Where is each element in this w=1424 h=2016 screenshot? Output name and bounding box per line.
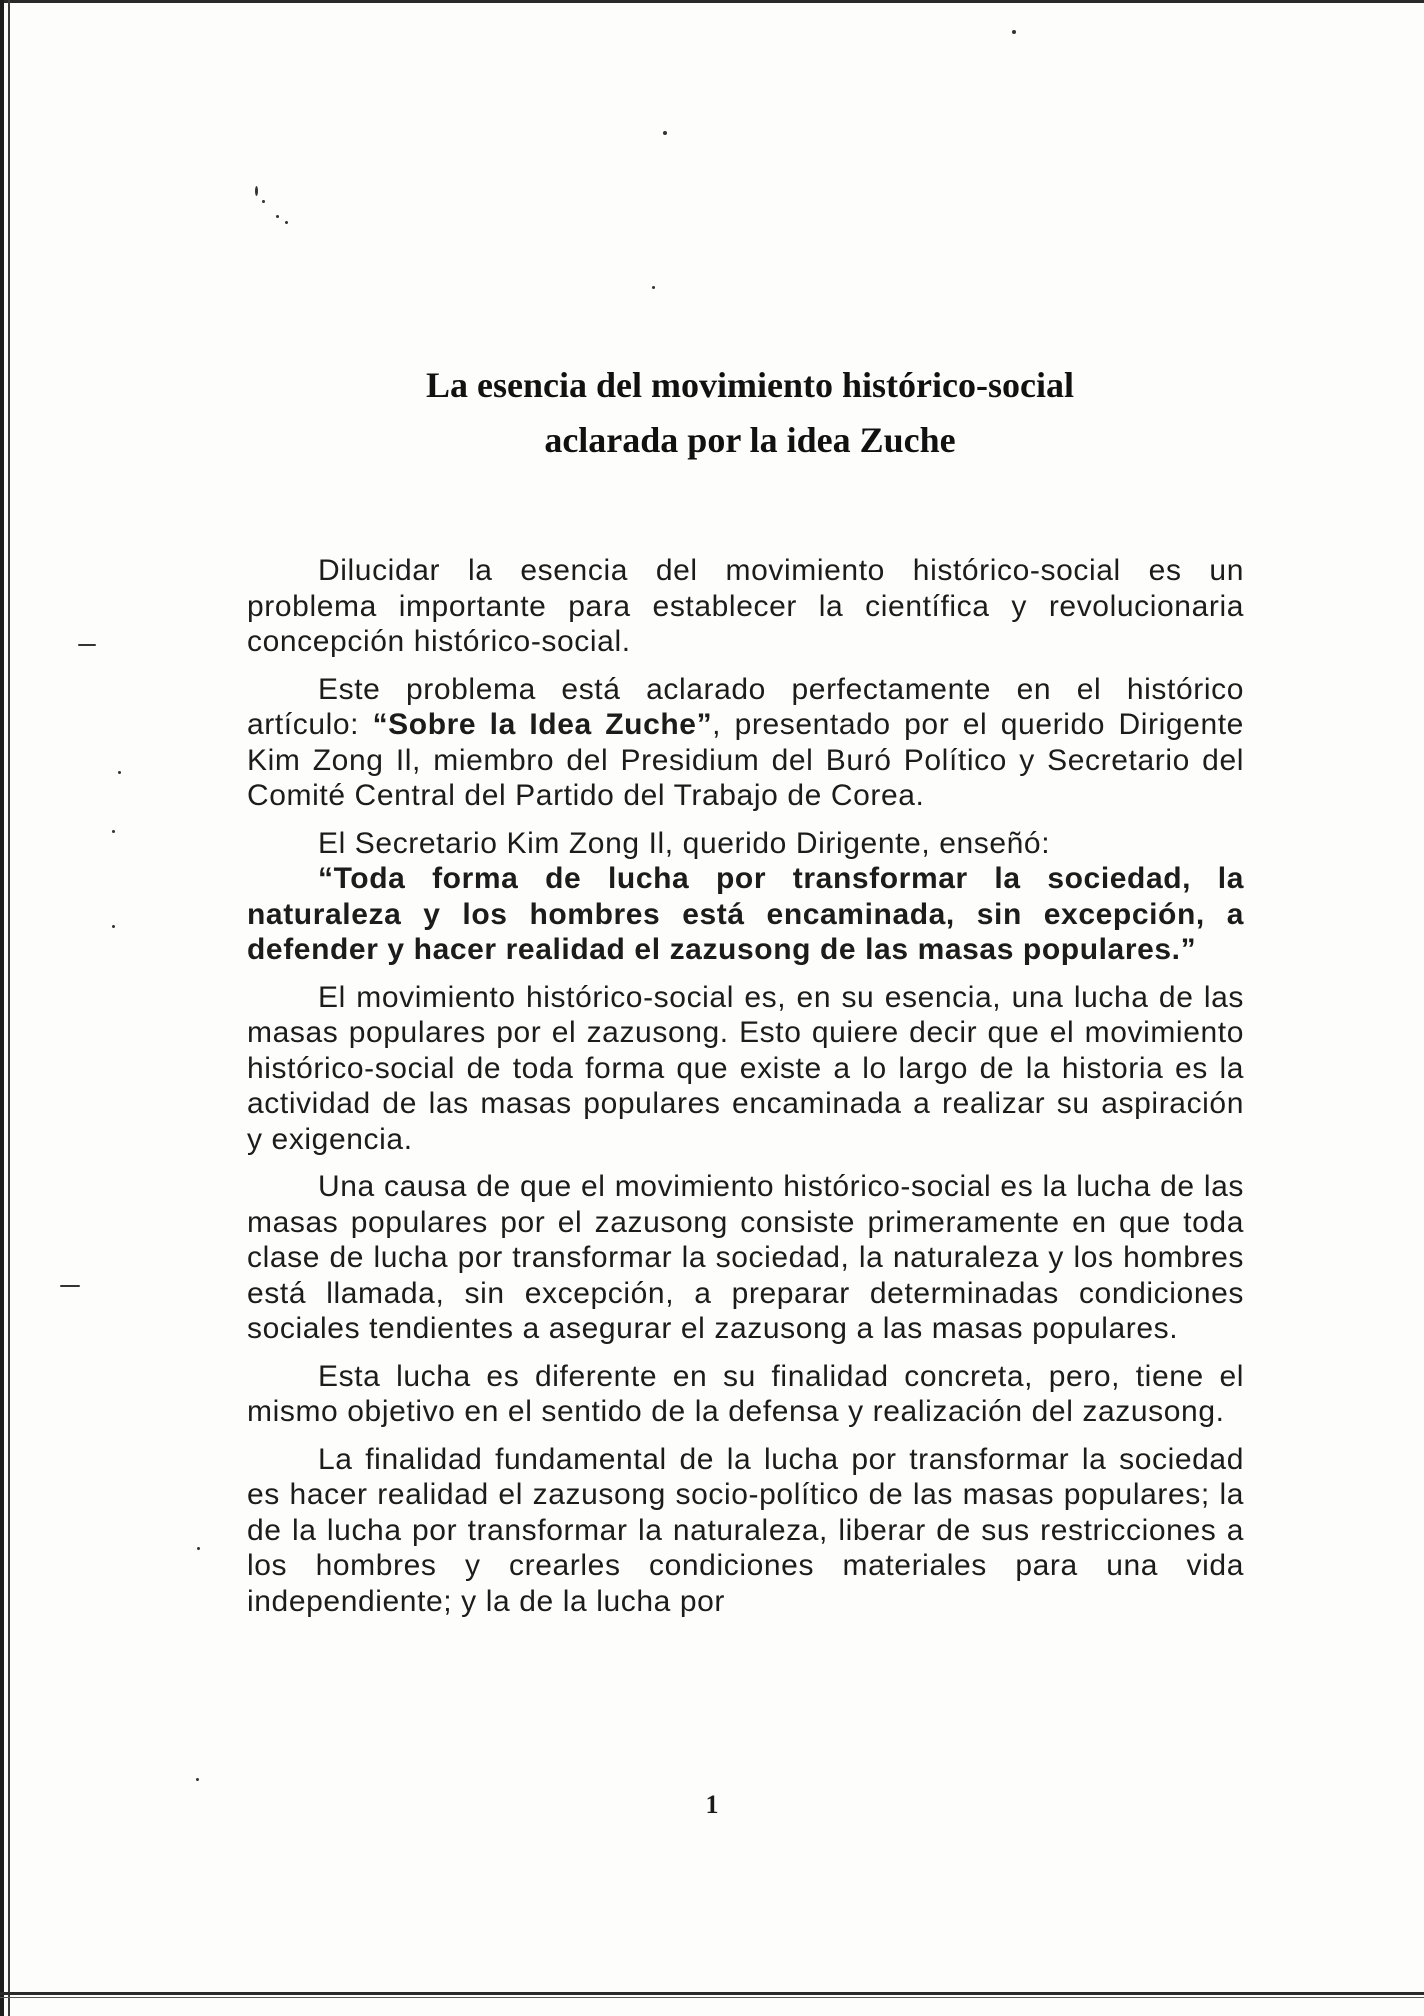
scan-speck — [112, 925, 115, 928]
paragraph-6: Esta lucha es diferente en su finalidad concreta, pero, tiene el mismo objetivo en el sentido de la defensa y realización del zazusong. — [247, 1359, 1244, 1428]
scan-speck — [1012, 30, 1016, 34]
paragraph-4: El movimiento histórico-social es, en su esencia, una lucha de las masas populares por el zazusong. Esto quiere decir que el movimiento histórico-social de toda forma que existe a lo largo de la historia es la actividad de las masas populares encaminada a realizar su aspiración y exigencia. — [247, 980, 1244, 1156]
scan-speck — [60, 1285, 80, 1287]
scan-border-top — [0, 0, 1424, 3]
paragraph-3: El Secretario Kim Zong Il, querido Dirigente, enseñó: — [318, 826, 1051, 860]
paragraph-1: Dilucidar la esencia del movimiento histórico-social es un problema importante para establecer la científica y revolucionaria concepción histórico-social. — [247, 554, 1244, 658]
article-title-reference: “Sobre la Idea Zuche” — [372, 708, 713, 741]
scan-border-bottom — [0, 1992, 1424, 1995]
scan-border-bottom-inner — [0, 1997, 1424, 1998]
scan-speck — [78, 644, 96, 646]
paragraph-2-after: , presentado por el querido Dirigente Kim Zong Il, miembro del Presidium del Buró Político y Secretario del Comité Central del Partido del Trabajo de Corea. — [247, 708, 1244, 812]
paragraph-5: Una causa de que el movimiento histórico-social es la lucha de las masas populares por el zazusong consiste primeramente en que toda clase de lucha por transformar la sociedad, la naturaleza y los hombres está llamada, sin excepción, a preparar determinadas condiciones sociales tendientes a asegurar el zazusong a las masas populares. — [247, 1170, 1244, 1345]
scan-speck — [112, 830, 115, 833]
page-number: 1 — [705, 1790, 719, 1819]
scan-speck — [262, 200, 265, 203]
scan-speck — [196, 1778, 199, 1781]
scan-speck — [276, 215, 279, 218]
scan-border-left — [0, 0, 4, 2016]
scan-border-left-inner — [8, 0, 10, 2016]
scan-speck — [118, 771, 121, 774]
scan-speck — [197, 1547, 200, 1550]
block-quote: “Toda forma de lucha por transformar la sociedad, la naturaleza y los hombres está encaminada, sin excepción, a defender y hacer realidad el zazusong de las masas populares.” — [247, 862, 1244, 966]
title-line-2: aclarada por la idea Zuche — [544, 420, 956, 460]
scan-speck — [652, 286, 655, 289]
scan-speck — [255, 186, 258, 196]
paragraph-2-before: Este problema está aclarado perfectamente en el histórico artículo: — [247, 672, 1244, 741]
body-text — [247, 553, 1244, 1631]
paragraph-7: La finalidad fundamental de la lucha por transformar la sociedad es hacer realidad el zazusong socio-político de las masas populares; la de la lucha por transformar la naturaleza, liberar de sus restricciones a los hombres y crearles condiciones materiales para una vida independiente; y la de la lucha por — [247, 1442, 1244, 1618]
title-line-1: La esencia del movimiento histórico-social — [426, 365, 1074, 405]
scan-speck — [285, 221, 288, 224]
scan-speck — [663, 131, 667, 135]
paragraph-2 — [247, 672, 1244, 814]
page-title — [250, 358, 1250, 468]
